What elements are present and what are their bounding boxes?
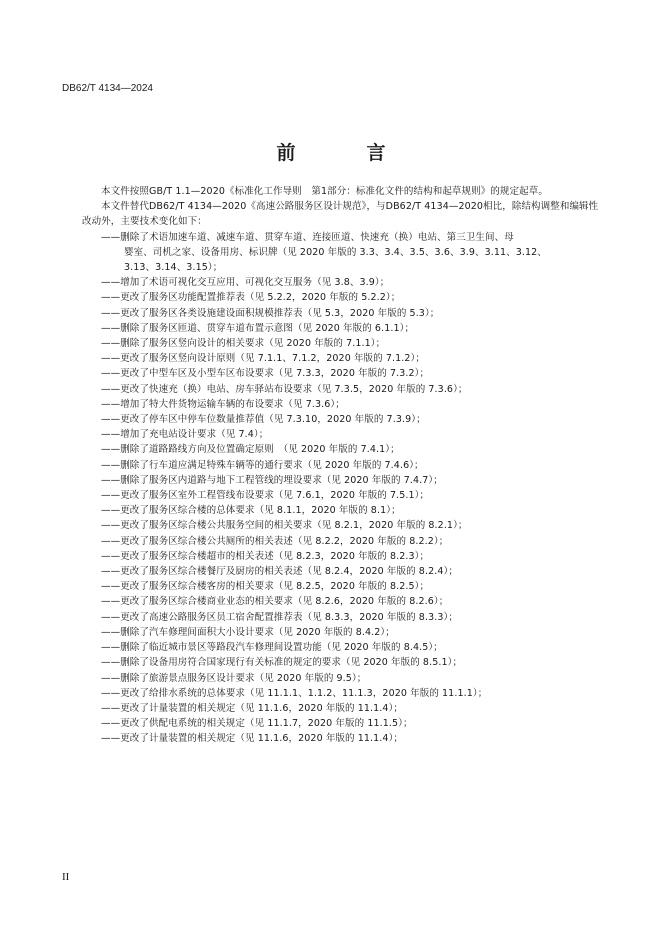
list-item: ——增加了术语可视化交互应用、可视化交互服务（见 3.8、3.9）； — [101, 277, 390, 289]
list-item: ——更改了服务区综合楼的总体要求（见 8.1.1，2020 年版的 8.1）； — [101, 505, 401, 517]
list-item: ——删除了行车道应满足特殊车辆等的通行要求（见 2020 年版的 7.4.6）； — [101, 459, 424, 471]
list-item-continuation: 婴室、司机之家、设备用房、标识牌（见 2020 年版的 3.3、3.4、3.5、3.6、3.9、3.11、3.12、 — [124, 246, 547, 258]
replacement-paragraph: 本文件替代DB62/T 4134—2020《高速公路服务区设计规范》，与DB62/T 4134—2020相比，除结构调整和编辑性改动外，主要技术变化如下： — [82, 201, 599, 228]
list-item: ——更改了高速公路服务区员工宿舍配置推荐表（见 8.3.3，2020 年版的 8.3.3）； — [101, 611, 458, 623]
list-item: ——更改了计量装置的相关规定（见 11.1.6，2020 年版的 11.1.4）； — [101, 733, 404, 745]
list-item: ——更改了服务区综合楼公共厕所的相关表述（见 8.2.2，2020 年版的 8.2.2）； — [101, 535, 449, 547]
list-item: ——更改了服务区综合楼公共服务空间的相关要求（见 8.2.1，2020 年版的 8.2.1）； — [101, 520, 468, 532]
list-item: ——删除了道路路线方向及位置确定原则 （见 2020 年版的 7.4.1）； — [101, 444, 400, 456]
list-item: ——更改了计量装置的相关规定（见 11.1.6，2020 年版的 11.1.4）； — [101, 702, 404, 714]
list-item: ——删除了临近城市景区等路段汽车修理间设置功能（见 2020 年版的 8.4.5）； — [101, 642, 443, 654]
list-item — [82, 230, 602, 276]
list-item: ——更改了停车区中停车位数量推荐值（见 7.3.10，2020 年版的 7.3.9）； — [101, 414, 426, 426]
list-item: ——增加了特大件货物运输车辆的布设要求（见 7.3.6）； — [101, 398, 345, 410]
list-item: ——删除了服务区内道路与地下工程管线的埋设要求（见 2020 年版的 7.4.7）； — [101, 474, 443, 486]
list-item: ——删除了设备用房符合国家现行有关标准的规定的要求（见 2020 年版的 8.5.1）； — [101, 657, 463, 669]
intro-paragraph: 本文件按照GB/T 1.1—2020《标准化工作导则 第1部分：标准化文件的结构和起草规则》的规定起草。 — [101, 186, 548, 197]
list-item: ——更改了供配电系统的相关规定（见 11.1.7，2020 年版的 11.1.5）； — [101, 718, 413, 730]
page-title: 前 言 — [276, 142, 412, 164]
foreword-body — [82, 184, 602, 747]
document-code: DB62/T 4134—2024 — [62, 83, 153, 94]
list-item: ——更改了服务区功能配置推荐表（见 5.2.2，2020 年版的 5.2.2）； — [101, 292, 401, 304]
list-item: ——删除了服务区竖向设计的相关要求（见 2020 年版的 7.1.1）； — [101, 338, 386, 350]
list-item: ——增加了充电站设计要求（见 7.4）； — [101, 429, 269, 441]
list-item: ——删除了旅游景点服务区设计要求（见 2020 年版的 9.5）； — [101, 672, 367, 684]
change-list — [82, 230, 602, 747]
list-item: ——更改了给排水系统的总体要求（见 11.1.1、1.1.2、11.1.3，2020 年版的 11.1.1）； — [101, 687, 488, 699]
page-number: II — [62, 871, 70, 883]
list-item: ——更改了服务区竖向设计原则（见 7.1.1、7.1.2，2020 年版的 7.1.2）； — [101, 353, 426, 365]
list-item: ——更改了服务区综合楼超市的相关表述（见 8.2.3，2020 年版的 8.2.3）； — [101, 550, 430, 562]
list-item: ——删除了服务区匝道、贯穿车道布置示意图（见 2020 年版的 6.1.1）； — [101, 322, 415, 334]
list-item-line: ——删除了术语加速车道、减速车道、贯穿车道、连接匝道、快速充（换）电站、第三卫生间、母 — [101, 231, 514, 243]
list-item: ——更改了服务区各类设施建设面积规模推荐表（见 5.3，2020 年版的 5.3）； — [101, 307, 440, 319]
list-item: ——更改了服务区综合楼商业业态的相关要求（见 8.2.6，2020 年版的 8.2.6）； — [101, 596, 449, 608]
list-item: ——更改了服务区室外工程管线布设要求（见 7.6.1，2020 年版的 7.5.1）； — [101, 490, 430, 502]
list-item: ——删除了汽车修理间面积大小设计要求（见 2020 年版的 8.4.2）； — [101, 626, 395, 638]
list-item-continuation: 3.13、3.14、3.15）； — [124, 262, 223, 274]
list-item: ——更改了快速充（换）电站、房车驿站布设要求（见 7.3.5，2020 年版的 7.3.6）； — [101, 383, 468, 395]
list-item: ——更改了服务区综合楼客房的相关要求（见 8.2.5，2020 年版的 8.2.5）； — [101, 581, 430, 593]
list-item: ——更改了中型车区及小型车区布设要求（见 7.3.3，2020 年版的 7.3.2）； — [101, 368, 430, 380]
list-item: ——更改了服务区综合楼餐厅及厨房的相关表述（见 8.2.4，2020 年版的 8.2.4）； — [101, 566, 458, 578]
